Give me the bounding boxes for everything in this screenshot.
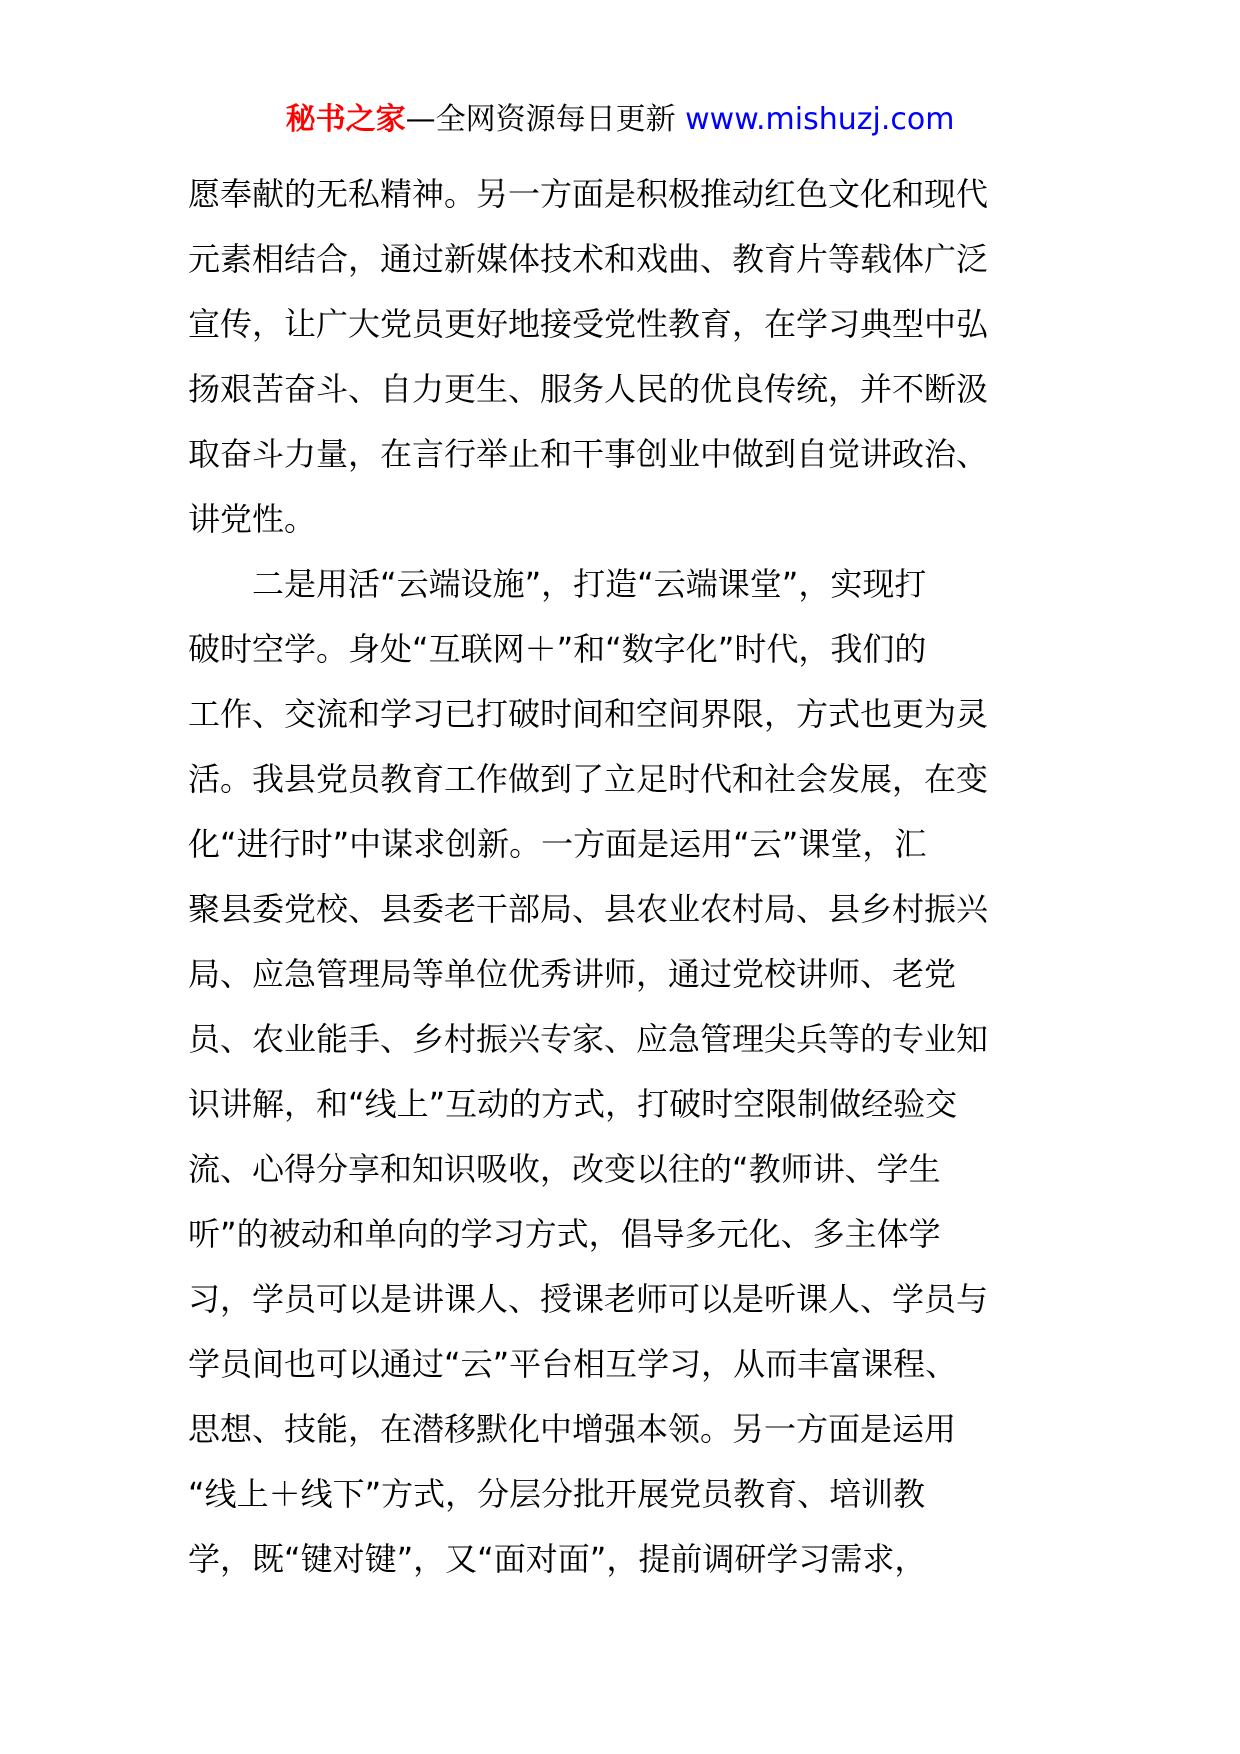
website-link[interactable]: www.mishuzj.com (685, 102, 955, 137)
paragraph-start-line: 二是用活“云端设施”，打造“云端课堂”，实现打 (252, 565, 927, 603)
text-line: 局、应急管理局等单位优秀讲师，通过党校讲师、老党 (188, 955, 957, 993)
text-line: 元素相结合，通过新媒体技术和戏曲、教育片等载体广泛 (188, 240, 989, 278)
text-line: 流、心得分享和知识吸收，改变以往的“教师讲、学生 (188, 1150, 941, 1188)
text-line: 破时空学。身处“互联网＋”和“数字化”时代，我们的 (188, 630, 927, 668)
text-line: 思想、技能，在潜移默化中增强本领。另一方面是运用 (188, 1410, 957, 1448)
brand-name: 秘书之家 (285, 102, 406, 137)
text-line: 讲党性。 (188, 500, 317, 538)
text-line: 工作、交流和学习已打破时间和空间界限，方式也更为灵 (188, 695, 989, 733)
text-line: 识讲解，和“线上”互动的方式，打破时空限制做经验交 (188, 1085, 958, 1123)
header-slogan: —全网资源每日更新 (405, 102, 686, 137)
text-line: 活。我县党员教育工作做到了立足时代和社会发展，在变 (188, 760, 989, 798)
text-line: 愿奉献的无私精神。另一方面是积极推动红色文化和现代 (188, 175, 989, 213)
text-line: 化“进行时”中谋求创新。一方面是运用“云”课堂，汇 (188, 825, 927, 863)
page-header (0, 98, 1240, 142)
text-line: 学，既“键对键”，又“面对面”，提前调研学习需求， (188, 1540, 927, 1578)
text-line: 宣传，让广大党员更好地接受党性教育，在学习典型中弘 (188, 305, 989, 343)
text-line: 员、农业能手、乡村振兴专家、应急管理尖兵等的专业知 (188, 1020, 989, 1058)
text-line: “线上＋线下”方式，分层分批开展党员教育、培训教 (188, 1475, 926, 1513)
text-line: 取奋斗力量，在言行举止和干事创业中做到自觉讲政治、 (188, 435, 989, 473)
text-line: 听”的被动和单向的学习方式，倡导多元化、多主体学 (188, 1215, 941, 1253)
text-line: 扬艰苦奋斗、自力更生、服务人民的优良传统，并不断汲 (188, 370, 989, 408)
text-line: 习，学员可以是讲课人、授课老师可以是听课人、学员与 (188, 1280, 989, 1318)
document-body (188, 162, 1054, 1592)
text-line: 聚县委党校、县委老干部局、县农业农村局、县乡村振兴 (188, 890, 989, 928)
text-line: 学员间也可以通过“云”平台相互学习，从而丰富课程、 (188, 1345, 958, 1383)
